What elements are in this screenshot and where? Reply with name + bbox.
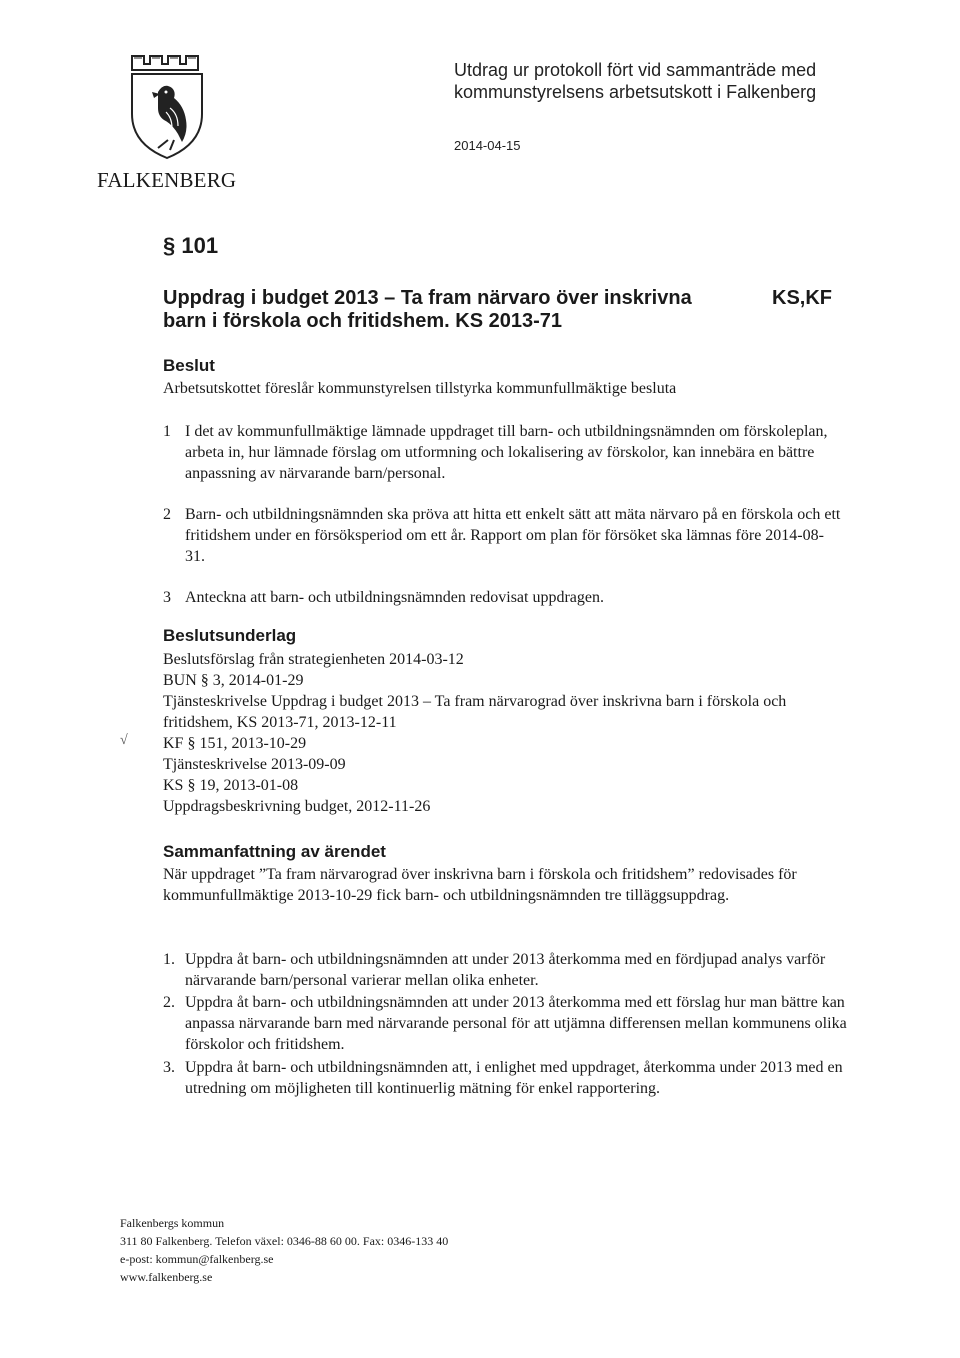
decision-item	[163, 504, 843, 567]
decision-number: 1	[163, 423, 171, 440]
decision-text: Anteckna att barn- och utbildningsnämnden redovisat uppdragen.	[185, 589, 604, 606]
case-recipients: KS,KF	[772, 287, 832, 309]
list-item: Tjänsteskrivelse 2013-09-09	[163, 756, 346, 773]
list-item: Beslutsförslag från strategienheten 2014-03-12	[163, 651, 464, 668]
sammanfattning-heading: Sammanfattning av ärendet	[163, 842, 386, 861]
beslutsunderlag-heading: Beslutsunderlag	[163, 626, 297, 645]
beslut-intro: Arbetsutskottet föreslår kommunstyrelsen tillstyrka kommunfullmäktige besluta	[163, 380, 677, 397]
task-number: 2.	[163, 994, 175, 1011]
list-item: KS § 19, 2013-01-08	[163, 777, 299, 794]
footer-address: 311 80 Falkenberg. Telefon växel: 0346-88 60 00. Fax: 0346-133 40	[120, 1234, 449, 1248]
decision-number: 2	[163, 506, 171, 523]
task-item	[163, 1057, 853, 1099]
org-name: FALKENBERG	[97, 168, 237, 192]
task-text: Uppdra åt barn- och utbildningsnämnden att under 2013 återkomma med ett förslag hur man bättre kan anpassa närvarande barn med närvarande personal för att utjämna differensen mellan kommunens olika förskolor och fritidshem.	[185, 994, 847, 1053]
protocol-header	[454, 59, 816, 103]
list-item: BUN § 3, 2014-01-29	[163, 672, 304, 689]
footer	[120, 1214, 620, 1286]
decision-item	[163, 587, 843, 608]
decision-item	[163, 421, 843, 484]
list-item: KF § 151, 2013-10-29	[163, 735, 307, 752]
decision-text: Barn- och utbildningsnämnden ska pröva att hitta ett enkelt sätt att mäta närvaro på en förskola och ett fritidshem under en försöksperiod om ett år. Rapport om plan för försöket ska lämnas före 2014-08-31.	[185, 506, 841, 565]
task-number: 3.	[163, 1059, 175, 1076]
meeting-date: 2014-04-15	[454, 138, 521, 153]
list-item: Tjänsteskrivelse Uppdrag i budget 2013 – Ta fram närvarograd över inskrivna barn i förskola och fritidshem, KS 2013-71, 2013-12-11	[163, 693, 787, 731]
task-text: Uppdra åt barn- och utbildningsnämnden att under 2013 återkomma med en fördjupad analys varför närvarande barn/personal varierar mellan olika enheter.	[185, 951, 826, 989]
footer-org: Falkenbergs kommun	[120, 1216, 225, 1230]
task-item	[163, 949, 853, 991]
task-text: Uppdra åt barn- och utbildningsnämnden att, i enlighet med uppdraget, återkomma under 2013 med en utredning om möjligheten till kontinuerlig mätning för enkel rapportering.	[185, 1059, 843, 1097]
beslutsunderlag-list	[163, 649, 843, 817]
section-number: § 101	[163, 233, 219, 258]
decision-number: 3	[163, 589, 171, 606]
case-title-line1: Uppdrag i budget 2013 – Ta fram närvaro över inskrivna	[163, 287, 692, 309]
beslut-heading: Beslut	[163, 356, 215, 375]
sammanfattning-text: När uppdraget ”Ta fram närvarograd över inskrivna barn i förskola och fritidshem” redovisades för kommunfullmäktige 2013-10-29 fick barn- och utbildningsnämnden tre tilläggsuppdrag.	[163, 866, 797, 904]
footer-email: e-post: kommun@falkenberg.se	[120, 1252, 274, 1266]
footer-website: www.falkenberg.se	[120, 1270, 213, 1284]
task-item	[163, 992, 853, 1055]
list-item: Uppdragsbeskrivning budget, 2012-11-26	[163, 798, 431, 815]
header-title-line1: Utdrag ur protokoll fört vid sammanträde med	[454, 60, 817, 80]
header-title-line2: kommunstyrelsens arbetsutskott i Falkenberg	[454, 82, 817, 102]
case-title-line2: barn i förskola och fritidshem. KS 2013-71	[163, 310, 563, 332]
falkenberg-coat-of-arms-icon	[128, 52, 206, 162]
case-title	[163, 287, 763, 333]
task-number: 1.	[163, 951, 175, 968]
decision-text: I det av kommunfullmäktige lämnade uppdraget till barn- och utbildningsnämnden om förskoleplan, arbeta in, hur lämnade förslag om utformning och lokalisering av förskolor, kan innebära en bättre anpassning av närvarande barn/personal.	[185, 423, 828, 482]
margin-check-mark: √	[120, 733, 128, 748]
